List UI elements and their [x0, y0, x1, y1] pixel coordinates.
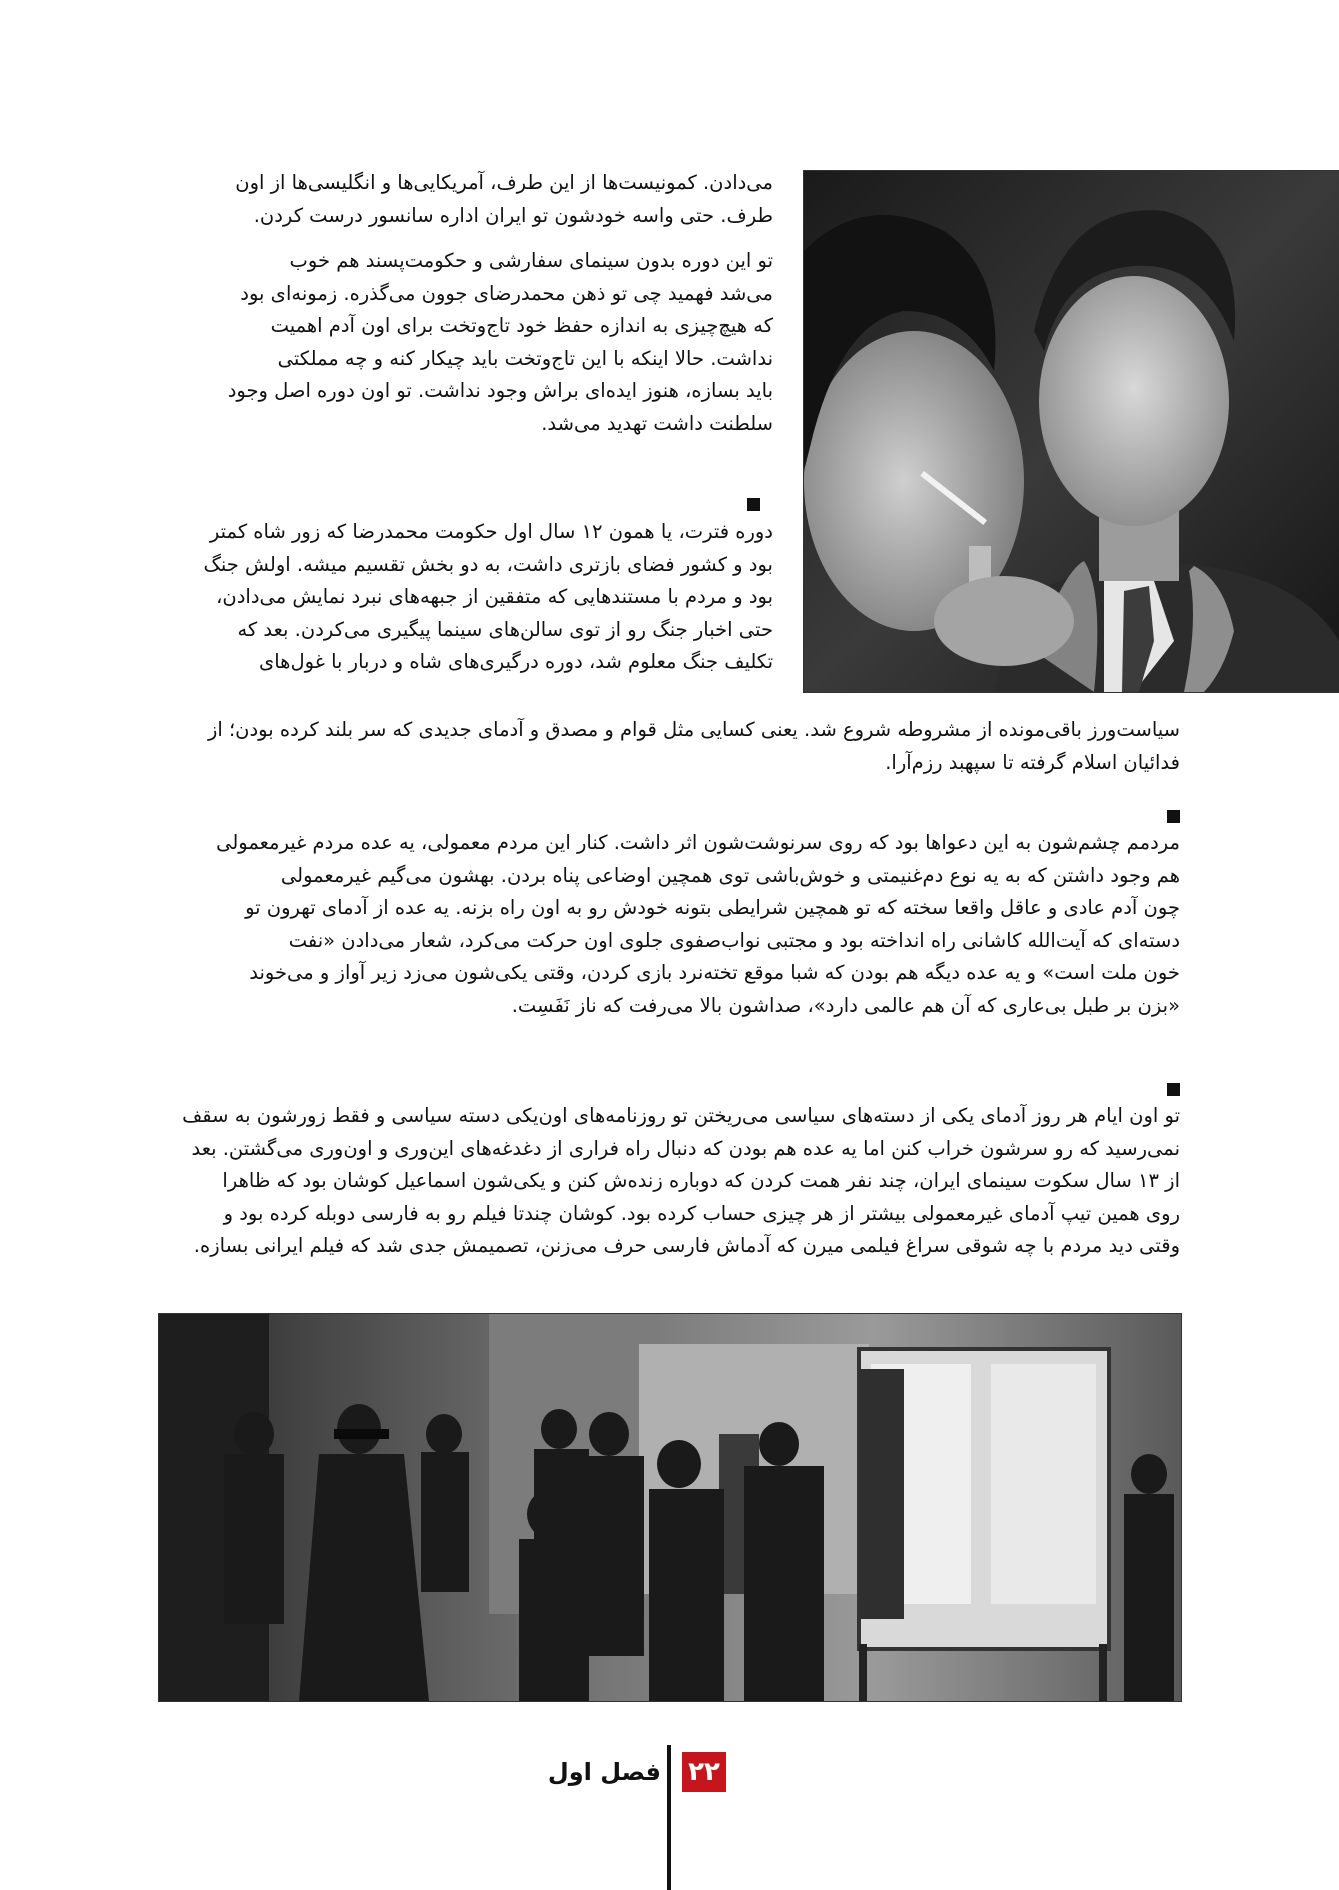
paragraph-2 [158, 245, 773, 441]
p4-line: مردمم چشم‌شون به این دعواها بود که روی سرنوشت‌شون اثر داشت. کنار این مردم معمولی، یه عده مردم غیرمعمولی [216, 831, 1180, 854]
p2-line: که هیچ‌چیزی به اندازه حفظ خود تاج‌وتخت برای اون آدم اهمیت [270, 314, 773, 338]
p5-line: وقتی دید مردم با چه شوقی سراغ فیلمی میرن که آدماش فارسی حرف می‌زنن، تصمیمش جدی شد که فیلم ایرانی بسازه. [193, 1234, 1180, 1258]
p4-line: خون ملت است» و یه عده دیگه هم بودن که شبا موقع تخته‌نرد بازی کردن، وقتی یکی‌شون می‌زد زیر آواز و می‌خوند [249, 961, 1180, 985]
p1-line: طرف. حتی واسه خودشون تو ایران اداره سانسور درست کردن. [253, 203, 773, 227]
p5-line: نمی‌رسید که رو سرشون خراب کنن اما یه عده هم بودن که دنبال راه فراری از دغدغه‌های این‌وری و اون‌وری می‌گشتن. بعد [191, 1136, 1180, 1160]
p2-line: سلطنت داشت تهدید می‌شد. [541, 411, 773, 435]
paragraph-4 [158, 827, 1180, 1023]
p2-line: باید بسازه، هنوز ایده‌ای براش وجود نداشت. تو اون دوره اصل وجود [227, 379, 773, 403]
p4-line: «بزن بر طبل بی‌عاری که آن هم عالمی دارد»، صداشون بالا می‌رفت که ناز نَفَسِت. [511, 993, 1180, 1017]
p3-line: بود و مردم با مستندهایی که متفقین از جبهه‌های نبرد نمایش می‌دادن، [216, 585, 773, 609]
p1-line: می‌دادن. کمونیست‌ها از این طرف، آمریکایی‌ها و انگلیسی‌ها از اون [235, 171, 773, 194]
footer-vertical-rule [667, 1745, 671, 1890]
section-bullet-2 [1167, 810, 1180, 823]
p3-line: تکلیف جنگ معلوم شد، دوره درگیری‌های شاه و دربار با غول‌های [258, 650, 773, 674]
street-crowd-cinema-photo [158, 1313, 1182, 1702]
page-number-badge: ۲۲ [682, 1752, 726, 1792]
p4-line: دسته‌ای که آیت‌الله کاشانی راه انداخته بود و مجتبی نواب‌صفوی جلوی اون حرکت می‌کرد، شعار می‌دادن «نفت [288, 928, 1180, 952]
p5-line: تو اون ایام هر روز آدمای یکی از دسته‌های سیاسی می‌ریختن تو روزنامه‌های اون‌یکی دسته سیاسی و فقط زورشون به سقف [182, 1104, 1180, 1127]
section-bullet-3 [1167, 1083, 1180, 1096]
section-bullet-1 [747, 498, 760, 511]
p2-line: نداشت. حالا اینکه با این تاج‌وتخت باید چیکار کنه و چه مملکتی [277, 346, 773, 370]
p3-line: بود و کشور فضای بازتری داشت، به دو بخش تقسیم میشه. اولش جنگ [203, 552, 773, 576]
p2-line: می‌شد فهمید چی تو ذهن محمدرضای جوون می‌گذره. زمونه‌ای بود [240, 281, 773, 305]
p5-line: از ۱۳ سال سکوت سینمای ایران، چند نفر همت کردن که دوباره زنده‌ش کنن و یکی‌شون اسماعیل کوشان بود که ظاهرا [222, 1169, 1180, 1193]
paragraph-3-narrow [158, 516, 773, 679]
paragraph-3-wide [158, 714, 1180, 779]
p3-line: حتی اخبار جنگ رو از توی سالن‌های سینما پیگیری می‌کردن. بعد که [237, 617, 773, 641]
paragraph-1 [158, 167, 773, 232]
p5-line: روی همین تیپ آدمای غیرمعمولی بیشتر از هر چیزی حساب کرده بود. کوشان چندتا فیلم رو به فارسی دوبله کرده بود و [223, 1201, 1180, 1225]
paragraph-5 [158, 1100, 1180, 1263]
p4-line: چون آدم عادی و عاقل واقعا سخته که تو همچین شرایطی بتونه خودش رو به اون راه بزنه. یه عده از آدمای تهرون تو [245, 896, 1180, 920]
p3-line: سیاست‌ورز باقی‌مونده از مشروطه شروع شد. یعنی کسایی مثل قوام و مصدق و آدمای جدیدی که سر بلند کرده بودن؛ از [207, 718, 1180, 741]
chapter-title: فصل اول [547, 1758, 661, 1786]
p2-line: تو این دوره بدون سینمای سفارشی و حکومت‌پسند هم خوب [289, 249, 773, 272]
shah-lighting-cigarette-photo [803, 170, 1339, 693]
p3-line: دوره فترت، یا همون ۱۲ سال اول حکومت محمدرضا که زور شاه کمتر [209, 520, 773, 543]
p4-line: هم وجود داشتن که به یه نوع دم‌غنیمتی و خوش‌باشی توی همچین اوضاعی پناه بردن. بهشون می‌گیم غیرمعمولی [280, 863, 1180, 887]
p3-line: فدائیان اسلام گرفته تا سپهبد رزم‌آرا. [885, 750, 1180, 774]
